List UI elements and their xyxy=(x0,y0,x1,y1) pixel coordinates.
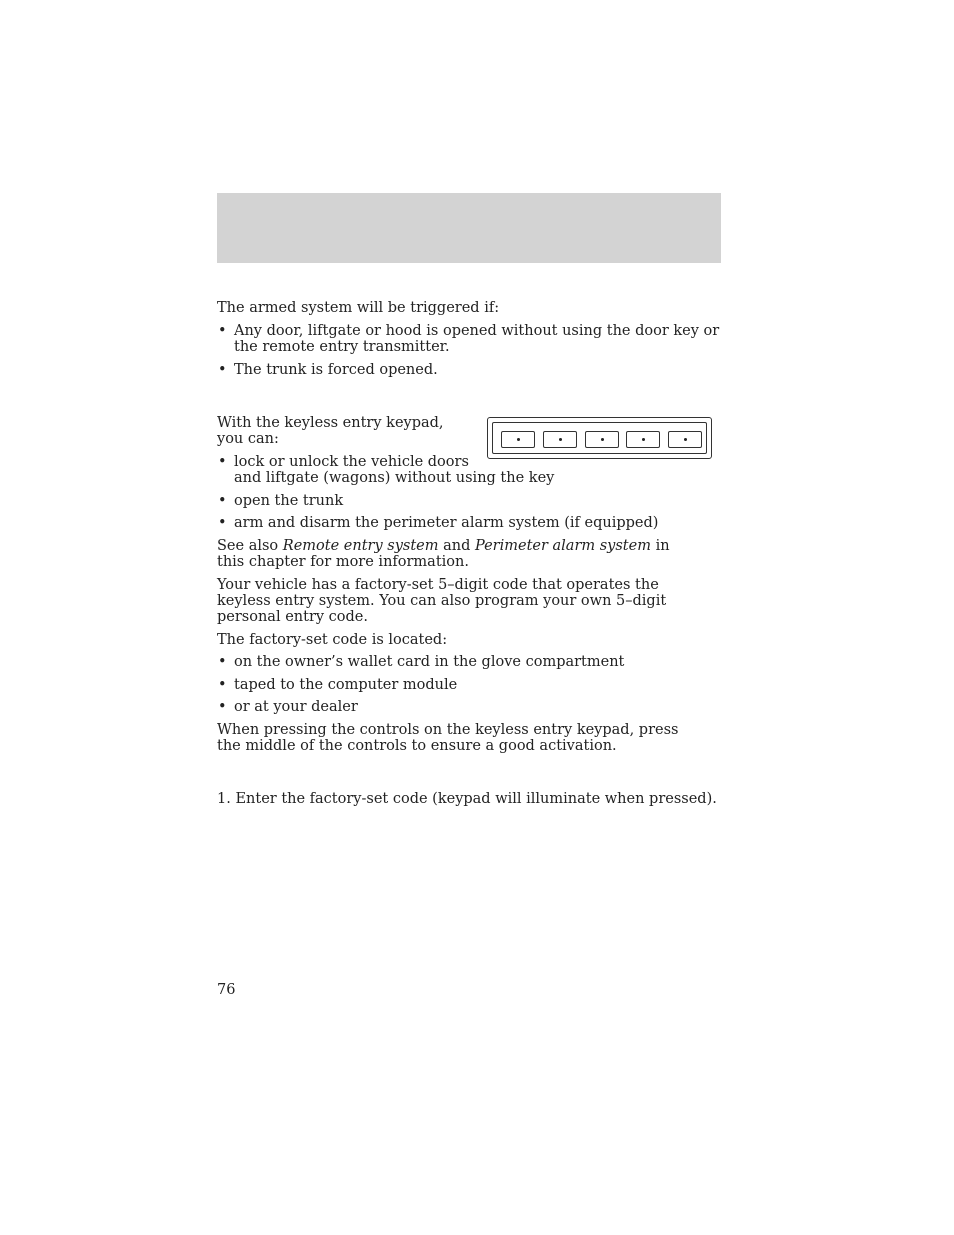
list-item-text: Any door, liftgate or hood is opened without using the door key or the remote entry transmitter. xyxy=(234,323,720,355)
keypad-key xyxy=(585,431,619,448)
see-also-paragraph xyxy=(217,538,697,570)
header-band xyxy=(217,193,721,263)
keypad-key xyxy=(543,431,577,448)
bullet-glyph: • xyxy=(218,362,227,378)
keypad-key xyxy=(668,431,702,448)
list-item xyxy=(217,699,721,715)
list-item-text: and liftgate (wagons) without using the key xyxy=(234,470,555,486)
step-1: 1. Enter the factory-set code (keypad will illuminate when pressed). xyxy=(217,791,717,807)
keypad-lead: With the keyless entry keypad, you can: xyxy=(217,415,444,447)
cross-reference-remote-entry: Remote entry system xyxy=(282,538,439,554)
cross-reference-perimeter-alarm: Perimeter alarm system xyxy=(474,538,651,554)
keypad-frame xyxy=(492,422,707,454)
bullet-glyph: • xyxy=(218,515,227,531)
list-item xyxy=(217,454,721,486)
see-also-suffix: in this chapter for more information. xyxy=(217,538,670,570)
page-number: 76 xyxy=(217,982,236,998)
list-item-text: lock or unlock the vehicle doors xyxy=(234,454,469,470)
factory-code-paragraph: Your vehicle has a factory-set 5–digit code that operates the keyless entry system. You can also program your own 5–digit personal entry code. xyxy=(217,577,667,625)
list-item-text: open the trunk xyxy=(234,493,344,509)
bullet-glyph: • xyxy=(218,454,227,470)
bullet-glyph: • xyxy=(218,323,227,339)
see-also-and: and xyxy=(438,538,475,554)
keypad-key xyxy=(501,431,535,448)
list-item-text: or at your dealer xyxy=(234,699,358,715)
list-item xyxy=(217,493,721,509)
list-item xyxy=(217,515,721,531)
list-item xyxy=(217,362,721,378)
bullet-glyph: • xyxy=(218,493,227,509)
list-item-text: The trunk is forced opened. xyxy=(234,362,438,378)
triggered-lead: The armed system will be triggered if: xyxy=(217,300,500,316)
list-item xyxy=(217,677,721,693)
list-item-text: on the owner’s wallet card in the glove compartment xyxy=(234,654,625,670)
located-lead: The factory-set code is located: xyxy=(217,632,448,648)
bullet-glyph: • xyxy=(218,677,227,693)
bullet-glyph: • xyxy=(218,654,227,670)
bullet-glyph: • xyxy=(218,699,227,715)
list-item xyxy=(217,654,721,670)
list-item-text: taped to the computer module xyxy=(234,677,458,693)
see-also-prefix: See also xyxy=(217,538,283,554)
pressing-paragraph: When pressing the controls on the keyless entry keypad, press the middle of the controls to ensure a good activation. xyxy=(217,722,679,754)
list-item xyxy=(217,323,721,355)
list-item-text: arm and disarm the perimeter alarm system (if equipped) xyxy=(234,515,659,531)
keypad-key xyxy=(626,431,660,448)
keypad-illustration xyxy=(487,417,712,459)
